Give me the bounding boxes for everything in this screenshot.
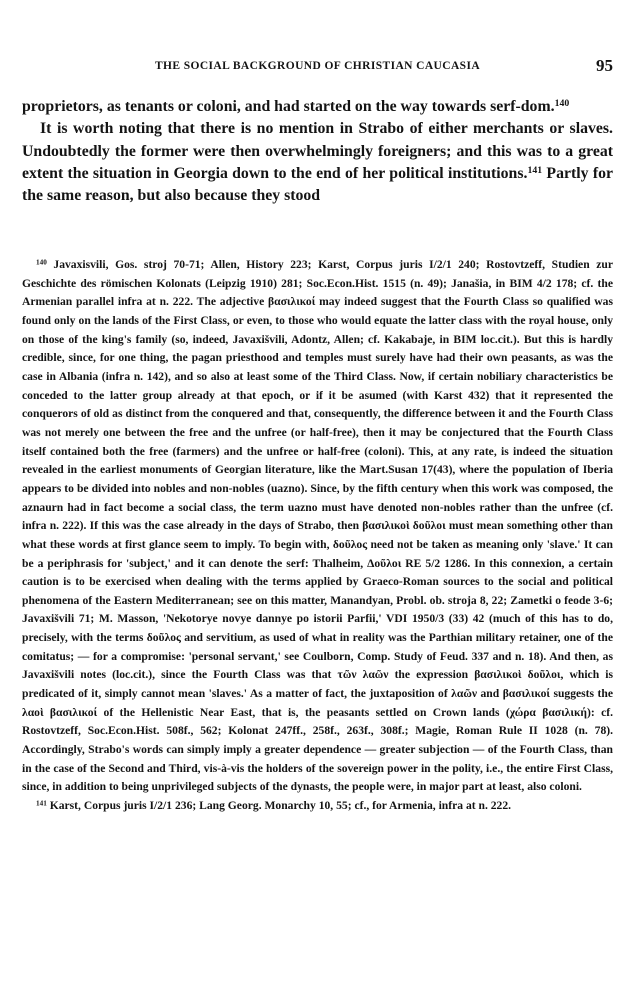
page-header [22,56,613,78]
footnote-number: 140 [36,258,47,267]
paragraph-text: proprietors, as tenants or coloni, and had started on the way towards serf-dom. [22,98,555,115]
footnote-text: Javaxisvili, Gos. stroj 70-71; Allen, History 223; Karst, Corpus juris I/2/1 240; Rostovtzeff, Studien zur Geschichte des römischen Kolonats (Leipzig 1910) 281; Soc.Econ.Hist. 1515 (n. 49); Janašia, in BIM 4/2 178; cf. the Armenian parallel infra at n. 222. The adjective βασιλικοί may indeed suggest that the Fourth Class so qualified was found only on the lands of the First Class, or even, to those who would equate the latter class with the royal house, only on those of the king's family (so, indeed, Javaxišvili, Adontz, Allen; cf. Kakabaje, in BIM loc.cit.). But this is hardly credible, since, for one thing, the pagan priesthood and temples must surely have had their own peasants, as was the case in Albania (infra n. 142), and so also at least some of the Third Class. Now, if certain nobiliary characteristics be conceded to the latter group already at that epoch, or if it be asumed (with Karst 432) that it represented the conquerors of old as distinct from the conquered and that, consequently, the difference between it and the Fourth Class was not merely one between the free and the unfree (or half-free), then it may be conjectured that the Fourth Class itself contained both the free (farmers) and the unfree or half-free (coloni). This, at any rate, is indeed the situation revealed in the earliest monuments of Georgian literature, like the Mart.Susan 17(43), where the population of Iberia appears to be divided into nobles and non-nobles (uazno). Since, by the fifth century when this work was composed, the aznaurn had in fact become a social class, the term uazno must have denoted non-nobles rather than the unfree (cf. infra n. 222). If this was the case already in the days of Strabo, then βασιλικοὶ δοῦλοι must mean something other than what these words at first glance seem to imply. To begin with, δοῦλος need not be taken as meaning only 'slave.' It can be a periphrasis for 'subject,' and it can denote the serf: Thalheim, Δοῦλοι RE 5/2 1286. In this connexion, a certain caution is to be exercised when dealing with the terms applied by Graeco-Roman sources to the social and political phenomena of the Eastern Mediterranean; see on this matter, Manandyan, Probl. ob. stroja 8, 22; Zametki o feode 3-6; Javaxišvili 71; M. Masson, 'Nekotorye novye dannye po istorii Parfii,' VDI 1950/3 (33) 42 (much of this has to do, precisely, with the terms δοῦλος and servitium, as used of what in reality was the Parthian military retainer, one of the comitatus; — for a compromise: 'personal servant,' see Coulborn, Comp. Study of Feud. 337 and n. 18). And then, as Javaxišvili notes (loc.cit.), since the Fourth Class was that τῶν λαῶν the expression βασιλικοὶ δοῦλοι, which is predicated of it, simply cannot mean 'slaves.' As a matter of fact, the juxtaposition of λαῶν and βασιλικοί suggests the λαοὶ βασιλικοί of the Hellenistic Near East, that is, the peasants settled on Crown lands (χώρα βασιλική): cf. Rostovtzeff, Soc.Econ.Hist. 508f., 562; Kolonat 247ff., 258f., 263f., 308f.; Magie, Roman Rule II 1028 (n. 78). Accordingly, Strabo's words can simply imply a greater dependence — greater subjection — of the Fourth Class, than in the case of the Second and Third, vis-à-vis the holders of the sovereign power in the polity, i.e., the entire First Class, since, in addition to being unprivileged subjects of the dynasts, the people were, in major part at least, also coloni. [22,258,614,794]
footnote-reference: 140 [554,98,570,110]
paragraph-text: It is worth noting that there is no mention in Strabo of either merchants or slaves. Undoubtedly the former were then overwhelmingly foreigners; and this was to a great extent the situation in Georgia down to the end of her political institutions. [22,120,613,182]
footnote-text: Karst, Corpus juris I/2/1 236; Lang Georg. Monarchy 10, 55; cf., for Armenia, infra at n. 222. [49,799,512,813]
main-text [22,96,613,207]
footnote-number: 141 [36,799,47,808]
footnote-reference: 141 [527,165,543,176]
paragraph-continuation: Partly for the same reason, but also because they stood [22,164,613,205]
running-title: THE SOCIAL BACKGROUND OF CHRISTIAN CAUCASIA [154,60,481,72]
body-paragraph [22,96,613,118]
footnotes [22,256,613,816]
body-paragraph [22,118,613,207]
page-number: 95 [596,56,613,75]
footnote [22,797,613,816]
footnote [22,256,613,797]
